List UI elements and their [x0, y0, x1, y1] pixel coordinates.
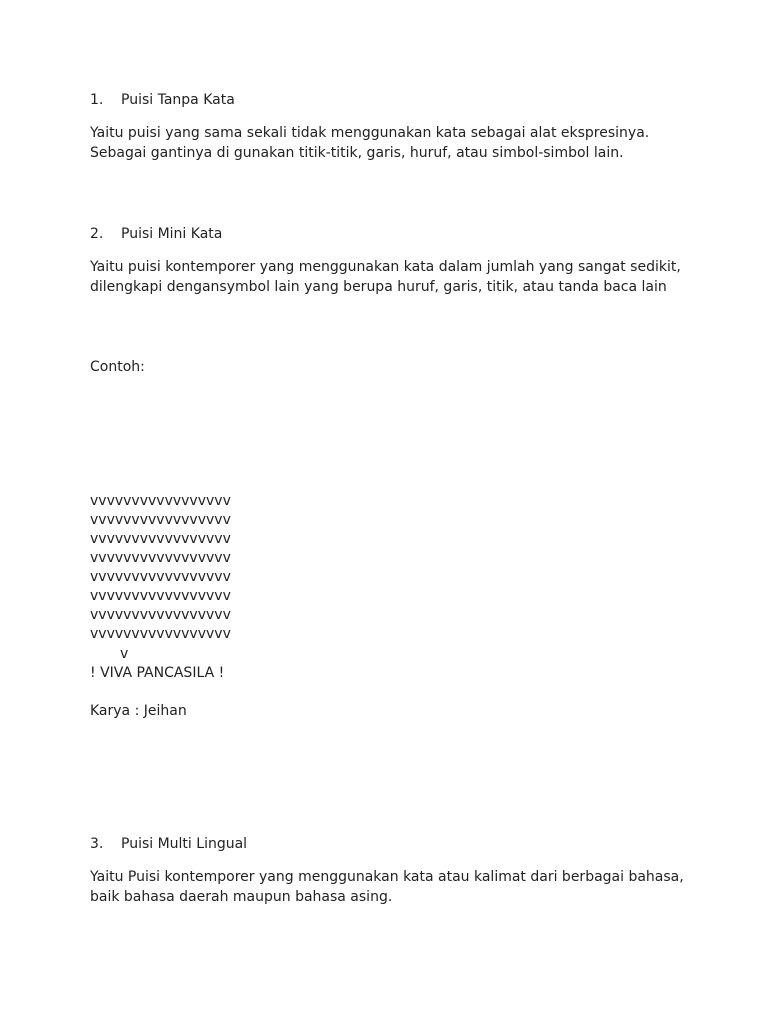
poem-slogan: ! VIVA PANCASILA !: [90, 665, 225, 681]
poem-v-row: vvvvvvvvvvvvvvvvv: [90, 607, 231, 623]
poem-v-row: vvvvvvvvvvvvvvvvv: [90, 626, 231, 642]
poem-v-row: vvvvvvvvvvvvvvvvv: [90, 569, 231, 585]
section-2-heading: [90, 225, 222, 244]
example-label: Contoh:: [90, 359, 145, 375]
section-3-number: 3.: [90, 836, 104, 852]
example-poem-v-block: [90, 492, 231, 644]
section-1-title: Puisi Tanpa Kata: [121, 92, 235, 108]
section-3-heading: [90, 835, 247, 854]
section-2-title: Puisi Mini Kata: [121, 226, 223, 242]
section-2-line-2: dilengkapi dengansymbol lain yang berupa huruf, garis, titik, atau tanda baca lain: [90, 279, 667, 295]
section-2-line-1: Yaitu puisi kontemporer yang menggunakan kata dalam jumlah yang sangat sedikit,: [90, 259, 681, 275]
section-3-body: [90, 867, 690, 907]
section-1-body: [90, 123, 690, 163]
poem-v-row: vvvvvvvvvvvvvvvvv: [90, 550, 231, 566]
section-1-line-2: Sebagai gantinya di gunakan titik-titik, garis, huruf, atau simbol-simbol lain.: [90, 145, 624, 161]
poem-v-row: vvvvvvvvvvvvvvvvv: [90, 531, 231, 547]
poem-v-tail: v: [120, 646, 129, 662]
section-1-line-1: Yaitu puisi yang sama sekali tidak menggunakan kata sebagai alat ekspresinya.: [90, 125, 650, 141]
poem-v-row: vvvvvvvvvvvvvvvvv: [90, 512, 231, 528]
section-3-line-2: baik bahasa daerah maupun bahasa asing.: [90, 889, 393, 905]
section-1-heading: [90, 91, 235, 110]
section-3-title: Puisi Multi Lingual: [121, 836, 248, 852]
section-3-line-1: Yaitu Puisi kontemporer yang menggunakan kata atau kalimat dari berbagai bahasa,: [90, 869, 684, 885]
section-1-number: 1.: [90, 92, 104, 108]
poem-author: Karya : Jeihan: [90, 703, 187, 719]
poem-v-row: vvvvvvvvvvvvvvvvv: [90, 588, 231, 604]
section-2-number: 2.: [90, 226, 104, 242]
poem-v-row: vvvvvvvvvvvvvvvvv: [90, 493, 231, 509]
section-2-body: [90, 257, 690, 297]
